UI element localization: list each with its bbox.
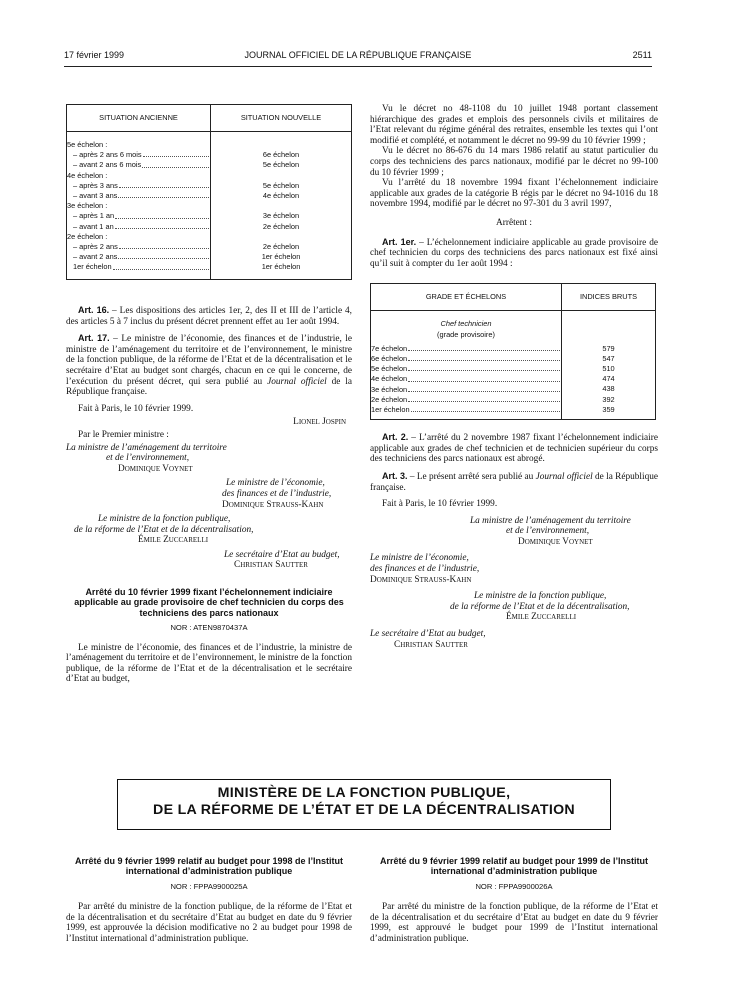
arrete-text: Par arrêté du ministre de la fonction publique, de la réforme de l’Etat et de la décentralisation et du secrétaire d’Etat au budget en date du 9 février 1999, est approuvée la décision modificative no 2 au budget pour 1998 de l’Institut international d’administration publique. [66, 902, 352, 944]
table-row-old [67, 191, 210, 201]
leader-dots [143, 150, 209, 157]
par-le-premier-ministre: Par le Premier ministre : [78, 429, 169, 440]
grade-name: Chef technicien [440, 319, 492, 329]
table-row-value: 510 [602, 364, 615, 374]
row-label: 2e échelon [371, 394, 408, 404]
table-row-new: 6e échelon [262, 150, 300, 160]
ministry-line-1: MINISTÈRE DE LA FONCTION PUBLIQUE, [217, 785, 511, 801]
new-situation-cell [211, 132, 352, 280]
signature-title: et de l’environnement, [106, 453, 190, 464]
table-row-new: 4e échelon [262, 190, 300, 200]
signature-block-2 [66, 478, 352, 510]
table-row-old [67, 262, 210, 272]
signature-name: Dominique Strauss-Kahn [222, 499, 324, 510]
arrete-title: Arrêté du 9 février 1999 relatif au budget pour 1999 de l’Institut international d’administration publique [379, 856, 649, 877]
article-2 [370, 432, 658, 465]
table-header-indices: INDICES BRUTS [562, 284, 656, 311]
leader-dots [118, 191, 209, 198]
grade-note: (grade provisoire) [437, 329, 495, 339]
nor-reference: NOR : ATEN9870437A [170, 622, 248, 632]
table-header-grade: GRADE ET ÉCHELONS [371, 284, 562, 311]
vu-arrete-1994: Vu l’arrêté du 18 novembre 1994 fixant l’échelonnement indiciaire applicable aux grades de la catégorie B régis par le décret no 94-1016 du 18 novembre 1994, modifié par le décret no 97-301 du 3 avril 1997, [370, 178, 658, 210]
leader-dots [408, 354, 560, 361]
signature-title: de la réforme de l’Etat et de la décentralisation, [450, 601, 630, 612]
table-row-new: 1er échelon [261, 262, 301, 272]
article-label: Art. 3. [382, 470, 408, 481]
indices-cell [562, 311, 656, 420]
table-row-old [67, 252, 210, 262]
row-label: 7e échelon [371, 343, 408, 353]
signature-name: Dominique Strauss-Kahn [370, 574, 472, 585]
situation-table [66, 104, 352, 280]
leader-dots [119, 242, 209, 249]
vu-decret-1986: Vu le décret no 86-676 du 14 mars 1986 relatif au statut particulier du corps des techniciens des parcs nationaux, modifié par le décret no 99-100 du 10 février 1999 ; [370, 146, 658, 178]
journal-officiel-ref: Journal officiel [267, 376, 327, 387]
table-row-label [371, 344, 561, 354]
table-row-new [211, 140, 351, 150]
row-label: 5e échelon [371, 364, 408, 374]
leader-dots [408, 395, 560, 402]
table-row-old [67, 160, 210, 170]
row-label: – après 2 ans 6 mois [73, 150, 142, 160]
table-row-new: 2e échelon [262, 221, 300, 231]
signature-title: et de l’environnement, [506, 526, 590, 537]
table-row-old: 3e échelon : [67, 201, 108, 211]
signature-block-2 [370, 553, 658, 585]
row-label: 1er échelon [371, 404, 410, 414]
article-text: de la République française. [370, 471, 659, 493]
table-row-old [67, 211, 210, 221]
table-row-new: 3e échelon [262, 211, 300, 221]
leader-dots [408, 344, 560, 351]
leader-dots [408, 385, 560, 392]
article-text: – L’arrêté du 2 novembre 1987 fixant l’échelonnement indiciaire applicable aux grades de chef technicien et de technicien supérieur du corps des techniciens des parcs nationaux est abrogé. [370, 433, 658, 465]
header-journal-title: JOURNAL OFFICIEL DE LA RÉPUBLIQUE FRANÇAISE [244, 50, 472, 60]
row-label: – avant 2 ans 6 mois [73, 160, 142, 170]
article-label: Art. 2. [382, 432, 409, 443]
table-row-value: 474 [602, 374, 615, 384]
leader-dots [113, 262, 209, 269]
signature-title: Le ministre de la fonction publique, [98, 514, 231, 525]
signature-block-1 [370, 516, 658, 548]
fait-a-paris: Fait à Paris, le 10 février 1999. [78, 403, 194, 414]
signature-title: Le ministre de l’économie, [370, 553, 469, 564]
ministry-line-2: DE LA RÉFORME DE L’ÉTAT ET DE LA DÉCENTRALISATION [153, 802, 575, 818]
leader-dots [142, 160, 209, 167]
leader-dots [115, 222, 209, 229]
signature-title: des finances et de l’industrie, [222, 488, 332, 499]
signature-block-4 [66, 550, 352, 571]
article-label: Art. 16. [78, 305, 110, 315]
vu-decret-1948: Vu le décret no 48-1108 du 10 juillet 1948 portant classement hiérarchique des grades et emplois des personnels civils et militaires de l’Etat relevant du régime général des retraites, ensemble les textes qui l’ont modifié et complété, et notamment le décret no 99-99 du 10 février 1999 ; [370, 104, 658, 146]
row-label: – avant 3 ans [73, 191, 118, 201]
table-row-new [211, 201, 351, 211]
leader-dots [411, 405, 560, 412]
table-row-value: 392 [602, 394, 615, 404]
table-row-label [371, 354, 561, 364]
signature-title: Le ministre de l’économie, [226, 478, 325, 489]
table-row-new [211, 171, 351, 181]
indices-table [370, 283, 656, 420]
leader-dots [115, 211, 209, 218]
table-header-new: SITUATION NOUVELLE [211, 105, 352, 132]
right-column [370, 104, 658, 650]
article-text: – L’échelonnement indiciaire applicable au grade provisoire de chef technicien du corps des techniciens des parcs nationaux est fixé ainsi qu’il suit à compter du 1er août 1994 : [370, 237, 658, 269]
signature-title: La ministre de l’aménagement du territoire [470, 515, 631, 526]
row-label: – après 1 an [73, 211, 115, 221]
signature-name: Christian Sautter [394, 639, 468, 650]
table-row-new: 2e échelon [262, 241, 300, 251]
table-row-old [67, 181, 210, 191]
signature-name: Dominique Voynet [518, 536, 593, 547]
row-label: 4e échelon [371, 374, 408, 384]
article-text: de la République française. [66, 376, 352, 398]
table-row-label [371, 374, 561, 384]
table-row-old [67, 222, 210, 232]
table-row-label [371, 395, 561, 405]
arrete-text: Par arrêté du ministre de la fonction publique, de la réforme de l’Etat et de la décentralisation et du secrétaire d’Etat au budget en date du 9 février 1999, est approuvé le budget pour 1999 de l’Institut international d’administration publique. [370, 902, 658, 944]
table-row-label [371, 405, 561, 415]
table-row-new: 5e échelon [262, 160, 300, 170]
signature-title: Le secrétaire d’Etat au budget, [224, 549, 340, 560]
table-row-label [371, 385, 561, 395]
leader-dots [408, 364, 560, 371]
table-row-old [67, 242, 210, 252]
table-row-value: 359 [602, 404, 615, 414]
row-label: – avant 2 ans [73, 252, 118, 262]
signature-title: des finances et de l’industrie, [370, 564, 480, 575]
table-row-new: 5e échelon [262, 180, 300, 190]
signature-title: Le secrétaire d’Etat au budget, [370, 629, 486, 640]
nor-reference: NOR : FPPA9900025A [170, 881, 248, 891]
row-label: 1er échelon [73, 262, 112, 272]
grade-cell [371, 311, 562, 420]
journal-officiel-ref: Journal officiel [535, 471, 593, 482]
old-situation-cell [67, 132, 211, 280]
signature-block-3 [66, 514, 352, 546]
table-header-old: SITUATION ANCIENNE [67, 105, 211, 132]
table-row-value: 438 [602, 384, 615, 394]
fait-a-paris: Fait à Paris, le 10 février 1999. [382, 499, 498, 510]
signature-name: Émile Zuccarelli [138, 535, 209, 546]
article-text: – Le ministre de l’économie, des finances et de l’industrie, le ministre de l’aménagement du territoire et de l’environnement, le ministre de la fonction publique, de la réforme de l’Etat et de la décentralisation et le secrétaire d’Etat au budget sont chargés, chacun en ce qui le concerne, de l’exécution du présent décret, qui sera publié au [66, 334, 352, 387]
leader-dots [118, 252, 209, 259]
header-date: 17 février 1999 [64, 50, 125, 60]
page-header [64, 50, 652, 64]
signature-title: Le ministre de la fonction publique, [474, 591, 607, 602]
table-row-old: 4e échelon : [67, 170, 108, 180]
signature-block-3 [370, 591, 658, 623]
bottom-left-arrete [66, 856, 352, 945]
signature-title: La ministre de l’aménagement du territoire [66, 442, 227, 453]
arrete-intro: Le ministre de l’économie, des finances et de l’industrie, la ministre de l’aménagement du territoire et de l’environnement, le ministre de la fonction publique, de la réforme de l’Etat et de la décentralisation et le secrétaire d’Etat au budget, [66, 642, 352, 685]
situation-table-wrapper [66, 104, 352, 280]
nor-reference: NOR : FPPA9900026A [475, 881, 553, 891]
signer-prime-minister: Lionel Jospin [293, 417, 346, 428]
arretent: Arrêtent : [496, 217, 532, 228]
article-17 [66, 333, 352, 398]
signature-block-4 [370, 629, 658, 650]
arrete-title: Arrêté du 10 février 1999 fixant l’échelonnement indiciaire applicable au grade provisoire de chef technicien du corps des techniciens des parcs nationaux [74, 587, 344, 618]
row-label: – après 3 ans [73, 180, 118, 190]
table-row-label [371, 364, 561, 374]
signature-name: Émile Zuccarelli [506, 612, 577, 623]
article-16 [66, 305, 352, 327]
ministry-heading [117, 779, 611, 830]
bottom-right-arrete [370, 856, 658, 945]
article-3 [370, 471, 658, 493]
row-label: – avant 1 an [73, 221, 114, 231]
signature-name: Christian Sautter [234, 560, 308, 571]
table-row-new [211, 232, 351, 242]
table-row-old: 2e échelon : [67, 231, 108, 241]
header-rule [64, 66, 652, 67]
table-row-value: 579 [602, 343, 615, 353]
left-column [66, 305, 352, 685]
signature-name: Dominique Voynet [118, 463, 193, 474]
table-row-value: 547 [602, 353, 615, 363]
table-row-old: 5e échelon : [67, 140, 108, 149]
leader-dots [408, 374, 560, 381]
row-label: 3e échelon [371, 384, 408, 394]
article-text: – Le présent arrêté sera publié au [407, 471, 536, 482]
table-row-old [67, 150, 210, 160]
table-row-new: 1er échelon [261, 252, 301, 262]
article-text: – Les dispositions des articles 1er, 2, des II et III de l’article 4, des articles 5 à 7 inclus du présent décret prennent effet au 1er août 1994. [66, 306, 352, 327]
signature-title: de la réforme de l’Etat et de la décentralisation, [74, 524, 254, 535]
article-label: Art. 17. [78, 333, 110, 344]
arrete-title: Arrêté du 9 février 1999 relatif au budget pour 1998 de l’Institut international d’administration publique [74, 856, 344, 877]
article-1 [370, 237, 658, 270]
leader-dots [119, 181, 209, 188]
article-label: Art. 1er. [382, 236, 417, 247]
header-page-number: 2511 [632, 50, 652, 60]
row-label: – après 2 ans [73, 242, 118, 252]
signature-block-1 [66, 443, 352, 475]
row-label: 6e échelon [371, 353, 408, 363]
